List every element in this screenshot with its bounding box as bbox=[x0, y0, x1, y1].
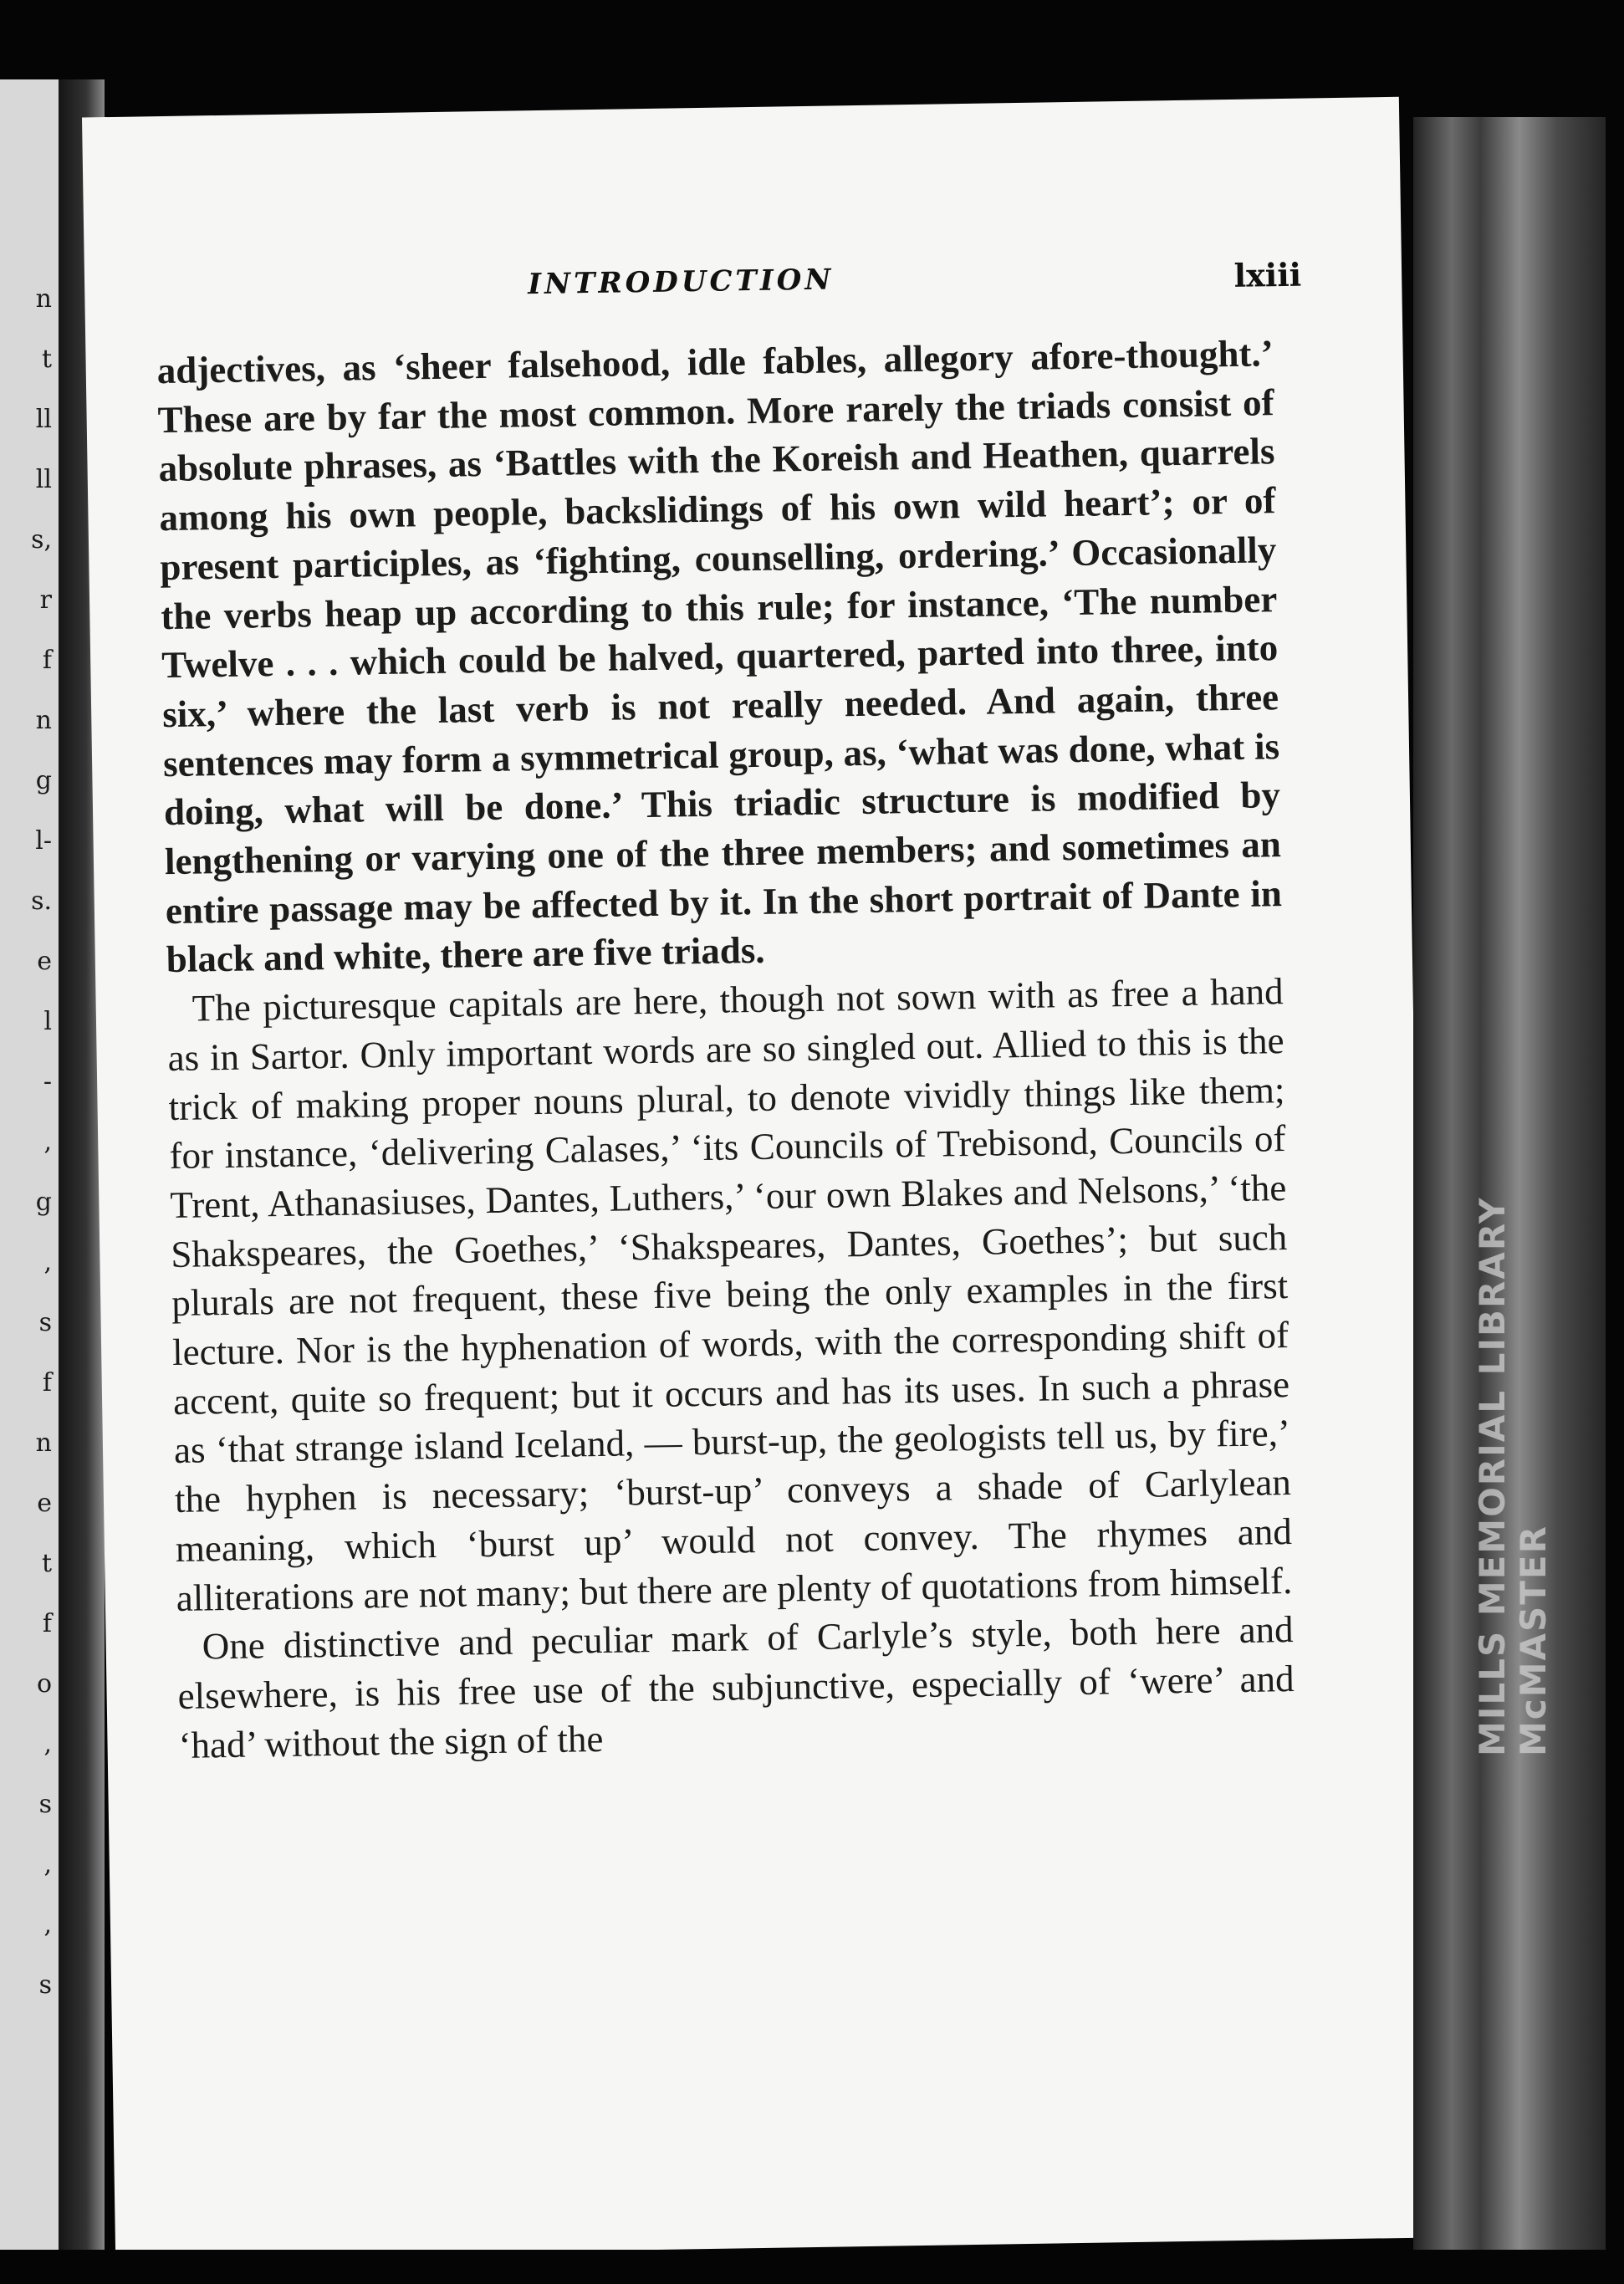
facing-page-fragment: s bbox=[38, 1790, 52, 1819]
facing-page-fragment: s bbox=[38, 1970, 52, 2000]
facing-page-fragment: ll bbox=[35, 405, 52, 434]
facing-page-edge bbox=[0, 79, 59, 2254]
facing-page-fragment: n bbox=[35, 706, 52, 735]
scan-border bbox=[0, 2250, 1624, 2284]
facing-page-fragment: , bbox=[43, 1730, 52, 1759]
facing-page-fragment: s bbox=[38, 1308, 52, 1337]
facing-page-fragment: ll bbox=[35, 465, 52, 494]
running-head: INTRODUCTION bbox=[527, 263, 835, 302]
facing-page-fragment: s. bbox=[31, 887, 52, 916]
facing-page-fragment: e bbox=[37, 947, 52, 976]
facing-page-fragment: f bbox=[42, 646, 52, 675]
facing-page-fragment: - bbox=[43, 1067, 52, 1096]
paragraph-1: adjectives, as ‘sheer falsehood, idle fables, allegory afore-thought.’ These are by far the most common. More rarely the triads consist of absolute phrases, as ‘Battles with the Koreish and Heathen, quarrels among his own people, backslidings of his own wild heart’; or of present participles, as ‘fighting, counselling, ordering.’ Occasionally the verbs heap up according to this rule; for instance, ‘The number Twelve . . . which could be halved, quartered, parted into three, into six,’ where the last verb is not really needed. And again, three sentences may form a symmetrical group, as, ‘what was done, what is doing, what will be done.’ This triadic structure is modified by lengthening or varying one of the three members; and sometimes an entire passage may be affected by it. In the short portrait of Dante in black and white, there are five triads. bbox=[156, 332, 1283, 981]
facing-page-fragment: o bbox=[36, 1669, 52, 1699]
paragraph-3: One distinctive and peculiar mark of Carlyle’s style, both here and elsewhere, is his free use of the subjunctive, especially of ‘were’ and ‘had’ without the sign of the bbox=[177, 1608, 1295, 1766]
facing-page-fragment: , bbox=[43, 1127, 52, 1157]
facing-page-fragment: t bbox=[41, 345, 52, 374]
body-text bbox=[156, 329, 1295, 1770]
page-number: lxiii bbox=[1233, 255, 1302, 294]
facing-page-fragment: l bbox=[43, 1007, 52, 1036]
facing-page-fragment: t bbox=[41, 1549, 52, 1578]
facing-page-fragment: , bbox=[43, 1248, 52, 1277]
facing-page-fragment: l- bbox=[35, 826, 52, 856]
facing-page-fragment: s, bbox=[31, 525, 52, 554]
facing-page-fragment: e bbox=[37, 1489, 52, 1518]
facing-page-fragment: n bbox=[35, 284, 52, 314]
facing-page-fragment: n bbox=[35, 1428, 52, 1458]
facing-page-fragment: g bbox=[35, 1188, 52, 1217]
facing-page-fragment: f bbox=[42, 1368, 52, 1397]
facing-page-fragment: r bbox=[39, 585, 52, 615]
facing-page-fragment: , bbox=[43, 1850, 52, 1879]
facing-page-fragment: g bbox=[35, 766, 52, 795]
book-page bbox=[82, 97, 1432, 2258]
library-stamp: MILLS MEMORIAL LIBRARY McMASTER bbox=[1472, 1196, 1554, 1756]
facing-page-fragment: , bbox=[43, 1910, 52, 1939]
paragraph-2: The picturesque capitals are here, though not sown with as free a hand as in Sartor. Only important words are so singled out. Allied to this is the trick of making proper nouns plural, to denote vividly things like them; for instance, ‘delivering Calases,’ ‘its Councils of Trebisond, Councils of Trent, Athanasiuses, Dantes, Luthers,’ ‘our own Blakes and Nelsons,’ ‘the Shakspeares, the Goethes,’ ‘Shakspeares, Dantes, Goethes’; but such plurals are not frequent, these five being the only examples in the first lecture. Nor is the hyphenation of words, with the corresponding shift of accent, quite so frequent; but it occurs and has its uses. In such a phrase as ‘that strange island Iceland, — burst-up, the geologists tell us, by fire,’ the hyphen is necessary; ‘burst-up’ conveys a shade of Carlylean meaning, which ‘burst up’ would not convey. The rhymes and alliterations are not many; but there are plenty of quotations from himself. bbox=[167, 970, 1293, 1619]
facing-page-fragment: f bbox=[42, 1609, 52, 1638]
